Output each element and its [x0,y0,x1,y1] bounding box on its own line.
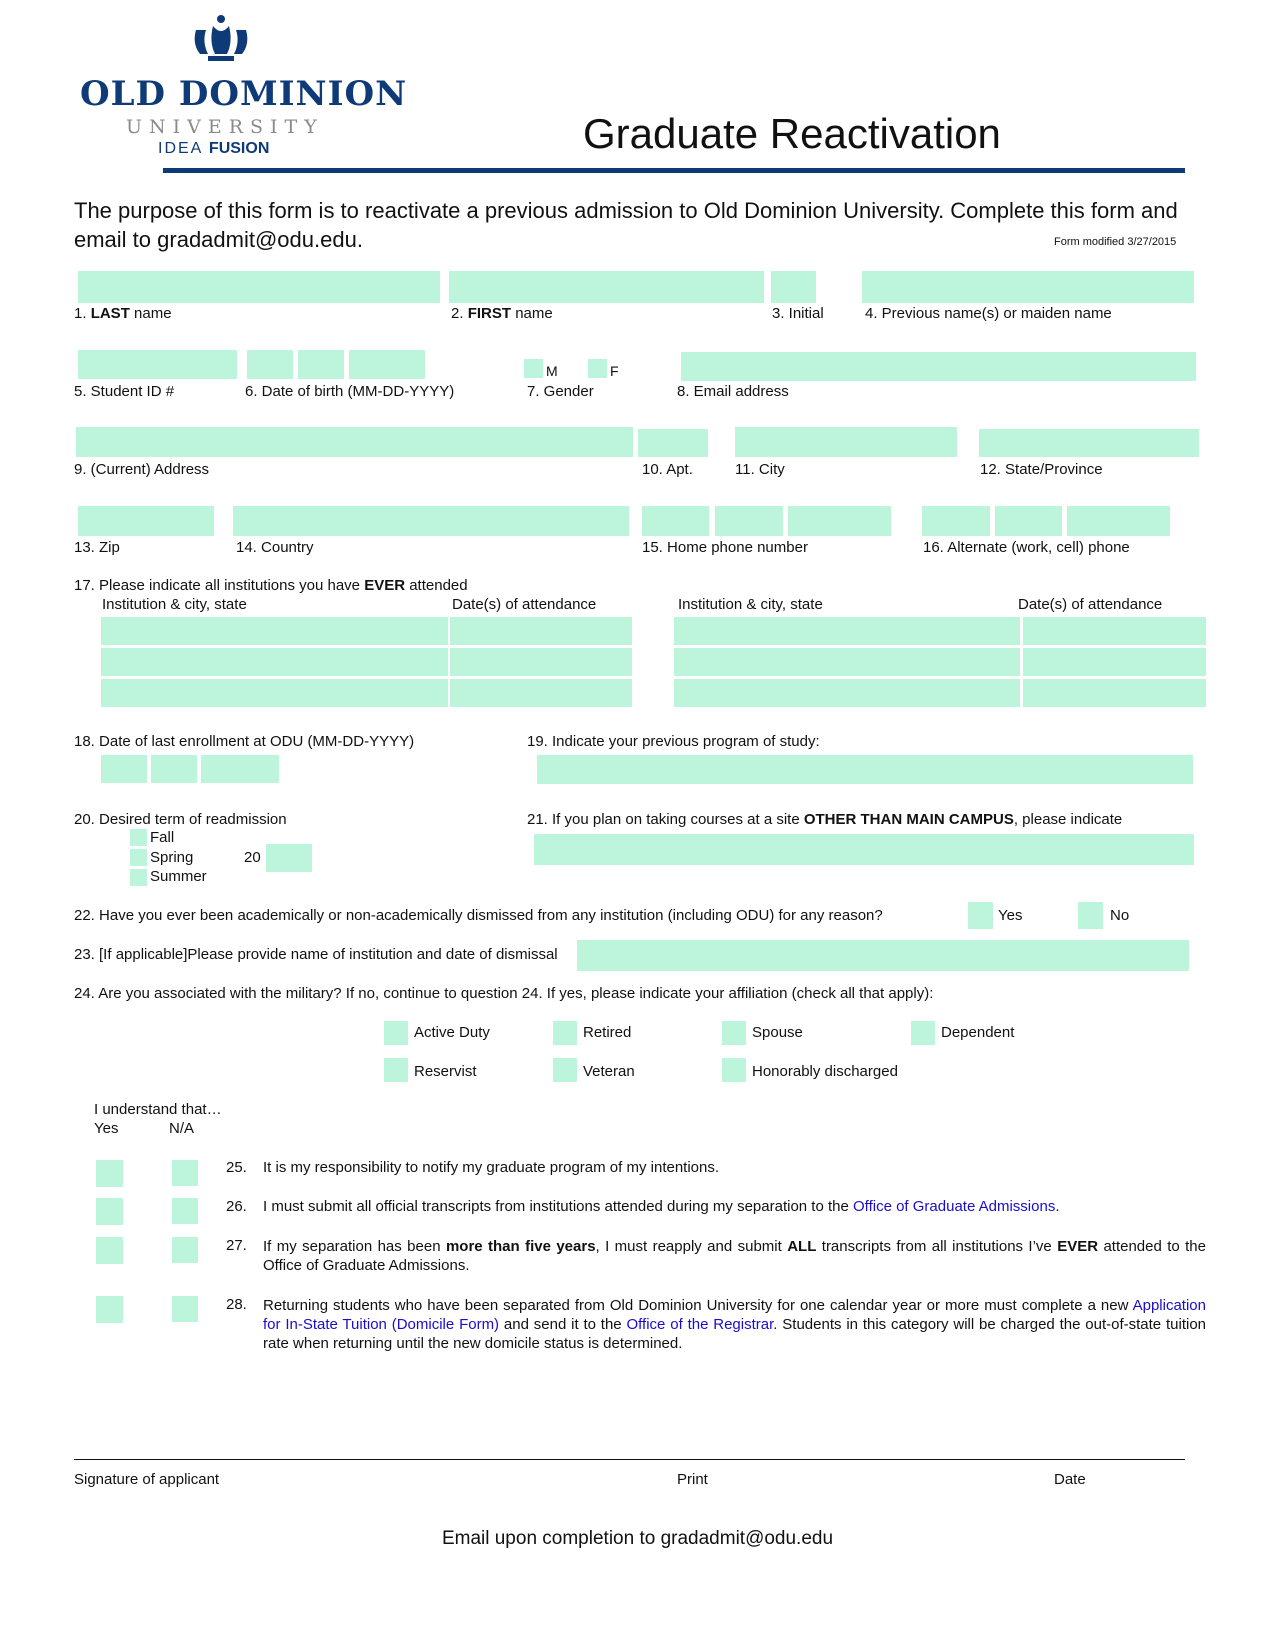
footer-email: Email upon completion to gradadmit@odu.edu [441,1528,834,1549]
col-institution-right: Institution & city, state [678,596,823,613]
institution-field[interactable] [101,617,448,645]
label-last-name [74,305,172,322]
institution-field[interactable] [101,679,448,707]
gender-f-label: F [610,363,619,379]
spouse-label: Spouse [752,1024,803,1041]
label-city: 11. City [735,461,785,478]
domicile-form-link[interactable]: Application for In-State Tuition (Domicile Form) [263,1297,1206,1333]
q27-c: , I must reapply and submit [595,1238,788,1255]
label-other-campus-pre: 21. If you plan on taking courses at a site [527,811,804,828]
q25-yes-checkbox[interactable] [96,1160,123,1187]
q27-e: attended to the Office of Graduate Admissions. [263,1238,1206,1274]
q28-b: and send it to the [499,1316,627,1333]
reservist-label: Reservist [414,1063,477,1080]
signature-label: Signature of applicant [74,1471,220,1488]
apt-field[interactable] [638,429,708,457]
alt-phone-prefix-field[interactable] [995,506,1062,536]
gender-m-label: M [546,363,558,379]
first-name-field[interactable] [449,271,764,303]
label-institutions-post: attended [405,577,468,594]
q25-na-checkbox[interactable] [172,1160,198,1186]
q26-text-end: . [1055,1198,1060,1215]
q27-a: If my separation has been [263,1238,446,1255]
term-summer-checkbox[interactable] [130,869,147,886]
institution-field[interactable] [674,617,1020,645]
dates-field[interactable] [450,648,632,676]
q25-number: 25. [226,1159,247,1176]
date-label: Date [1054,1471,1086,1488]
zip-field[interactable] [78,506,214,536]
term-fall-label: Fall [150,829,175,846]
intro-text: The purpose of this form is to reactivate a previous admission to Old Dominion University. Complete this form and email to gradadmit@odu.edu. [74,198,1178,252]
retired-label: Retired [583,1024,632,1041]
label-apt: 10. Apt. [642,461,693,478]
label-institutions-pre: 17. Please indicate all institutions you have [74,577,365,594]
col-institution-left: Institution & city, state [102,596,247,613]
alt-phone-line-field[interactable] [1067,506,1170,536]
dates-field[interactable] [1023,617,1206,645]
veteran-label: Veteran [583,1063,635,1080]
label-first-name [451,305,553,322]
term-fall-checkbox[interactable] [130,829,147,846]
dismissed-yes-label: Yes [998,907,1023,924]
veteran-checkbox[interactable] [553,1058,577,1082]
dates-field[interactable] [450,679,632,707]
q27-na-checkbox[interactable] [172,1237,198,1263]
last-enroll-day-field[interactable] [151,755,197,783]
previous-name-field[interactable] [862,271,1194,303]
label-first-name-bold: FIRST [467,305,512,322]
last-enroll-year-field[interactable] [201,755,279,783]
label-other-campus [527,811,1122,828]
dismissed-no-checkbox[interactable] [1078,902,1103,929]
city-field[interactable] [735,427,957,457]
label-other-campus-post: , please indicate [1013,811,1123,828]
q26-text [263,1198,1203,1215]
odu-logo [80,14,408,164]
q27-b1: more than five years [445,1238,596,1255]
label-first-name-pre: 2. [451,305,468,322]
label-alt-phone: 16. Alternate (work, cell) phone [923,539,1130,556]
logo-university: UNIVERSITY [126,116,324,138]
label-student-id: 5. Student ID # [74,383,175,400]
home-phone-area-field[interactable] [642,506,709,536]
dob-month-field[interactable] [247,350,293,379]
graduate-admissions-link[interactable]: Office of Graduate Admissions [853,1198,1056,1215]
page-title: Graduate Reactivation [583,110,1001,157]
state-field[interactable] [979,429,1199,457]
title-rule [163,168,1185,173]
label-last-enrollment: 18. Date of last enrollment at ODU (MM-DD-YYYY) [74,733,415,750]
label-last-name-post: name [129,305,172,322]
label-dismissal-details: 23. [If applicable]Please provide name of institution and date of dismissal [74,946,558,963]
honorably-discharged-checkbox[interactable] [722,1058,746,1082]
institution-field[interactable] [101,648,448,676]
q27-number: 27. [226,1237,247,1254]
term-spring-label: Spring [150,849,194,866]
logo-name: OLD DOMINION [80,74,408,114]
active-duty-label: Active Duty [414,1024,490,1041]
q27-b2: ALL [787,1238,817,1255]
label-email: 8. Email address [677,383,789,400]
label-last-name-pre: 1. [74,305,91,322]
q26-na-checkbox[interactable] [172,1198,198,1224]
label-first-name-post: name [511,305,553,322]
institution-field[interactable] [674,679,1020,707]
label-other-campus-bold: OTHER THAN MAIN CAMPUS [803,811,1014,828]
label-desired-term: 20. Desired term of readmission [74,811,287,828]
label-institutions [74,577,468,594]
term-spring-checkbox[interactable] [130,849,147,866]
understand-intro: I understand that… [94,1101,222,1118]
dates-field[interactable] [1023,679,1206,707]
signature-line[interactable] [74,1459,1185,1460]
retired-checkbox[interactable] [553,1021,577,1045]
q28-yes-checkbox[interactable] [96,1296,123,1323]
term-year-field[interactable] [266,844,312,872]
q28-a: Returning students who have been separated from Old Dominion University for one calendar year or more must complete a new [263,1297,1133,1314]
label-last-name-bold: LAST [90,305,130,322]
q26-yes-checkbox[interactable] [96,1198,123,1225]
q28-number: 28. [226,1296,247,1313]
understand-na-header: N/A [169,1120,195,1137]
label-institutions-bold: EVER [364,577,406,594]
gender-f-checkbox[interactable] [588,359,607,378]
dismissed-yes-checkbox[interactable] [968,902,993,929]
print-label: Print [677,1471,708,1488]
gender-m-checkbox[interactable] [524,359,543,378]
dependent-label: Dependent [941,1024,1015,1041]
dismissed-no-label: No [1110,907,1130,924]
logo-tagline [158,140,269,158]
alt-phone-area-field[interactable] [922,506,990,536]
q26-number: 26. [226,1198,247,1215]
q27-text [263,1237,1206,1275]
dob-day-field[interactable] [298,350,344,379]
address-field[interactable] [76,427,633,457]
col-dates-right: Date(s) of attendance [1018,596,1163,613]
q28-na-checkbox[interactable] [172,1296,198,1322]
label-zip: 13. Zip [74,539,120,556]
label-state: 12. State/Province [980,461,1103,478]
dependent-checkbox[interactable] [911,1021,935,1045]
label-previous-program: 19. Indicate your previous program of study: [527,733,820,750]
logo-tagline-fusion: FUSION [208,140,270,157]
label-address: 9. (Current) Address [74,461,210,478]
q25-text: It is my responsibility to notify my graduate program of my intentions. [263,1159,720,1176]
student-id-field[interactable] [78,350,237,379]
registrar-link[interactable]: Office of the Registrar [626,1316,774,1333]
dismissal-details-field[interactable] [577,940,1189,971]
other-campus-field[interactable] [534,834,1194,865]
label-country: 14. Country [236,539,314,556]
dates-field[interactable] [450,617,632,645]
q27-yes-checkbox[interactable] [96,1237,123,1264]
term-year-prefix: 20 [244,849,261,866]
q26-text-main: I must submit all official transcripts from institutions attended during my separation to the [263,1198,853,1215]
initial-field[interactable] [771,271,816,303]
q27-b3: EVER [1057,1238,1099,1255]
dob-year-field[interactable] [349,350,425,379]
last-enroll-month-field[interactable] [101,755,147,783]
label-dismissed: 22. Have you ever been academically or non-academically dismissed from any institution (including ODU) for any reason? [74,907,883,924]
home-phone-prefix-field[interactable] [715,506,783,536]
last-name-field[interactable] [78,271,440,303]
form-modified: Form modified 3/27/2015 [1054,236,1177,248]
logo-tagline-idea: IDEA [158,140,203,157]
label-initial: 3. Initial [772,305,824,322]
honorably-discharged-label: Honorably discharged [752,1063,898,1080]
previous-program-field[interactable] [537,755,1193,784]
label-dob: 6. Date of birth (MM-DD-YYYY) [245,383,455,400]
label-gender: 7. Gender [527,383,594,400]
home-phone-line-field[interactable] [788,506,891,536]
term-summer-label: Summer [150,868,207,885]
q28-text [263,1296,1206,1353]
email-field[interactable] [681,352,1196,381]
country-field[interactable] [233,506,629,536]
institution-field[interactable] [674,648,1020,676]
dates-field[interactable] [1023,648,1206,676]
q28-c: . Students in this category will be charged the out-of-state tuition rate when returning until the new domicile status is determined. [263,1316,1207,1352]
crown-icon [190,14,252,62]
q27-d: transcripts from all institutions I’ve [816,1238,1058,1255]
spouse-checkbox[interactable] [722,1021,746,1045]
col-dates-left: Date(s) of attendance [452,596,597,613]
label-home-phone: 15. Home phone number [642,539,808,556]
understand-yes-header: Yes [94,1120,119,1137]
label-previous-name: 4. Previous name(s) or maiden name [865,305,1112,322]
active-duty-checkbox[interactable] [384,1021,408,1045]
label-military: 24. Are you associated with the military? If no, continue to question 24. If yes, please indicate your affiliation (check all that apply): [74,985,934,1002]
reservist-checkbox[interactable] [384,1058,408,1082]
